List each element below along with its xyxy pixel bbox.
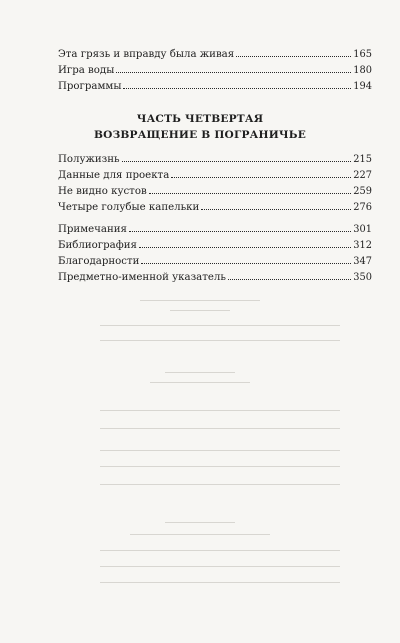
dot-leader: [228, 279, 351, 280]
toc-entry-page: 259: [353, 186, 372, 197]
toc-entry-title: Четыре голубые капельки: [58, 202, 200, 213]
back-matter-entries: [58, 222, 372, 286]
toc-entry-page: 350: [353, 272, 372, 283]
dot-leader: [149, 193, 352, 194]
part-label: ЧАСТЬ ЧЕТВЕРТАЯ: [136, 113, 264, 125]
toc-entry: [58, 79, 372, 95]
toc-entry: [58, 254, 372, 270]
toc-entry: [58, 200, 372, 216]
part3-entries: [58, 47, 372, 95]
toc-entry-title: Полужизнь: [58, 154, 120, 165]
toc-entry-title: Эта грязь и вправду была живая: [58, 49, 235, 60]
toc-entry-title: Предметно-именной указатель: [58, 272, 226, 283]
toc-entry-page: 215: [353, 154, 372, 165]
toc-entry-page: 312: [353, 240, 372, 251]
dot-leader: [141, 263, 351, 264]
toc-entry-page: 180: [353, 65, 372, 76]
toc-entry-page: 347: [353, 256, 372, 267]
toc-entry-page: 165: [353, 49, 372, 60]
toc-entry-page: 276: [353, 202, 372, 213]
toc-entry: [58, 184, 372, 200]
dot-leader: [201, 209, 351, 210]
toc-entry-title: Не видно кустов: [58, 186, 147, 197]
toc-entry: [58, 270, 372, 286]
dot-leader: [129, 231, 351, 232]
dot-leader: [116, 72, 351, 73]
toc-entry: [58, 238, 372, 254]
dot-leader: [139, 247, 351, 248]
toc-entry-title: Данные для проекта: [58, 170, 170, 181]
part-title: ВОЗВРАЩЕНИЕ В ПОГРАНИЧЬЕ: [93, 129, 306, 141]
toc-entry: [58, 47, 372, 63]
toc-entry-page: 227: [353, 170, 372, 181]
toc-entry-title: Библиография: [58, 240, 137, 251]
toc-entry-title: Примечания: [58, 224, 127, 235]
toc-entry: [58, 63, 372, 79]
toc-entry: [58, 152, 372, 168]
toc-entry-title: Благодарности: [58, 256, 140, 267]
dot-leader: [122, 161, 352, 162]
toc-entry-title: Программы: [58, 81, 122, 92]
toc-entry-page: 301: [353, 224, 372, 235]
toc-entry: [58, 222, 372, 238]
toc-entry-title: Игра воды: [58, 65, 115, 76]
dot-leader: [171, 177, 351, 178]
toc-entry: [58, 168, 372, 184]
toc-entry-page: 194: [353, 81, 372, 92]
part4-entries: [58, 152, 372, 216]
dot-leader: [236, 56, 351, 57]
dot-leader: [123, 88, 351, 89]
